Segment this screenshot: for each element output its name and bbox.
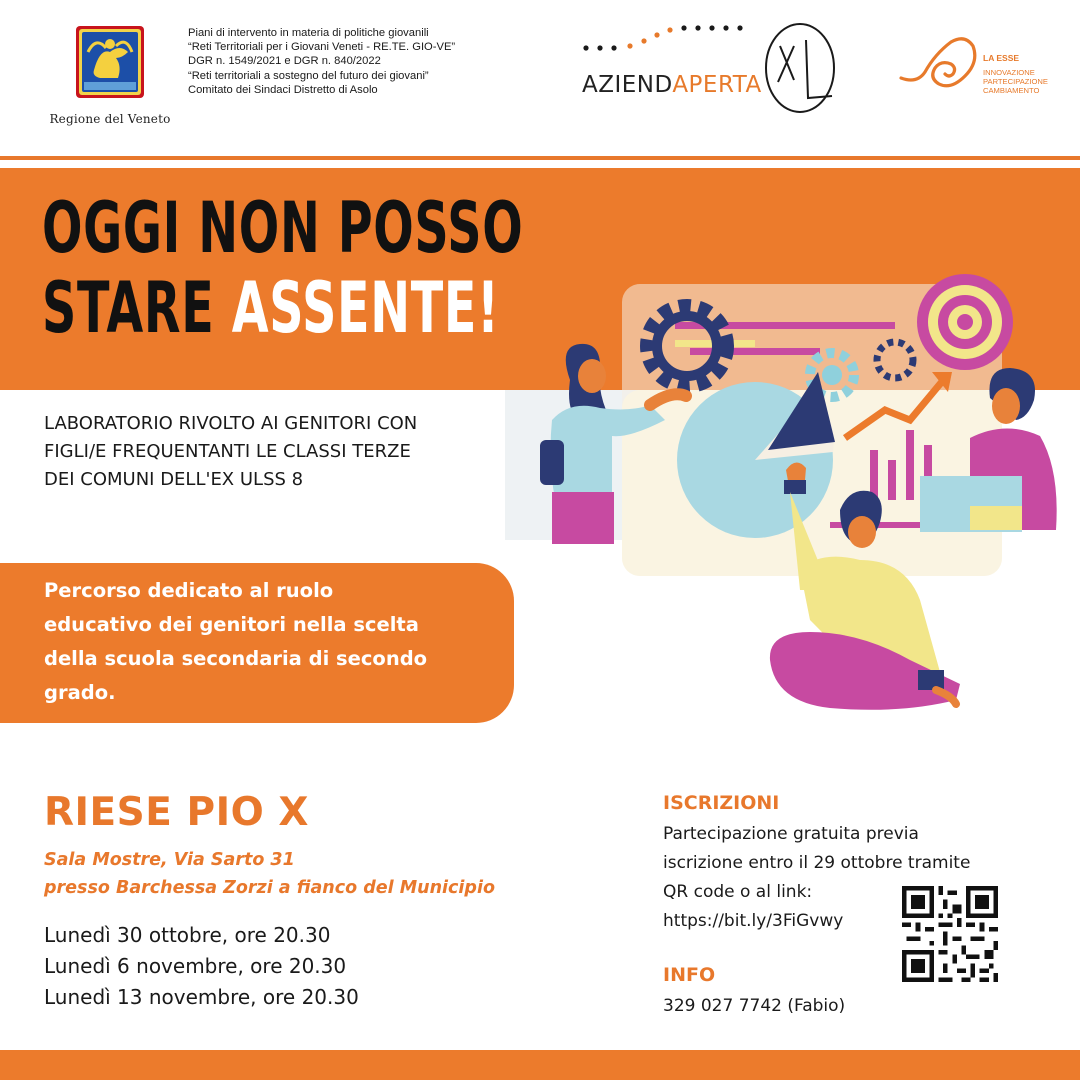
- teamwork-illustration: [500, 260, 1080, 720]
- info-phone[interactable]: 329 027 7742 (Fabio): [663, 996, 846, 1016]
- qr-code-icon[interactable]: [902, 886, 998, 982]
- iscrizioni-line: iscrizione entro il 29 ottobre tramite: [663, 853, 971, 873]
- percorso-line: Percorso dedicato al ruolo: [44, 579, 334, 602]
- lab-line: DEI COMUNI DELL'EX ULSS 8: [44, 469, 304, 490]
- percorso-line: della scuola secondaria di secondo: [44, 647, 428, 670]
- title-line-1: OGGI NON POSSO: [42, 187, 524, 269]
- iscrizioni-line: QR code o al link:: [663, 882, 813, 902]
- iscrizioni-line: Partecipazione gratuita previa: [663, 824, 919, 844]
- event-place: RIESE PIO X: [44, 790, 309, 835]
- date-line: Lunedì 13 novembre, ore 20.30: [44, 985, 359, 1009]
- venue-line: Sala Mostre, Via Sarto 31: [44, 850, 295, 870]
- title-line-2: [42, 268, 523, 348]
- spiral-icon: [895, 32, 979, 102]
- title-highlight: ASSENTE!: [231, 267, 500, 349]
- aziendaperta-logo: [580, 20, 840, 115]
- lab-line: LABORATORIO RIVOLTO AI GENITORI CON: [44, 413, 418, 434]
- title-line-2a: STARE: [42, 267, 232, 349]
- header-line: Comitato dei Sindaci Distretto di Asolo: [188, 83, 378, 96]
- date-line: Lunedì 6 novembre, ore 20.30: [44, 954, 347, 978]
- header-info-text: [188, 26, 518, 97]
- header-line: Piani di intervento in materia di politiche giovanili: [188, 27, 429, 39]
- percorso-line: grado.: [44, 681, 116, 704]
- info-title: INFO: [663, 964, 716, 986]
- percorso-text: [44, 574, 514, 710]
- header-line: “Reti territoriali a sostegno del futuro dei giovani”: [188, 69, 429, 82]
- aziendaperta-wordmark: [582, 72, 762, 98]
- lion-crest-icon: [70, 22, 150, 102]
- header-divider: [0, 156, 1080, 160]
- tagline-line: PARTECIPAZIONE: [983, 77, 1048, 86]
- la-esse-tagline: [983, 68, 1048, 95]
- lab-description: [44, 410, 514, 494]
- regione-label: Regione del Veneto: [49, 112, 171, 126]
- tagline-line: CAMBIAMENTO: [983, 86, 1040, 95]
- azienda-dots-icon: [580, 20, 840, 115]
- footer-bar: [0, 1050, 1080, 1080]
- la-esse-name: LA ESSE: [983, 53, 1020, 63]
- lab-line: FIGLI/E FREQUENTANTI LE CLASSI TERZE: [44, 441, 411, 462]
- header: [0, 0, 1080, 155]
- percorso-line: educativo dei genitori nella scelta: [44, 613, 419, 636]
- regione-logo: [40, 22, 180, 126]
- venue-line: presso Barchessa Zorzi a fianco del Municipio: [44, 878, 495, 898]
- wordmark-part-accent: APERTA: [672, 72, 762, 98]
- iscrizioni-link[interactable]: https://bit.ly/3FiGvwy: [663, 911, 844, 931]
- event-venue: [44, 846, 495, 902]
- la-esse-logo: [895, 28, 1065, 108]
- header-line: “Reti Territoriali per i Giovani Veneti - RE.TE. GIO-VE”: [188, 41, 456, 54]
- event-dates: [44, 920, 359, 1013]
- wordmark-part: AZIEND: [582, 72, 673, 98]
- target-icon: [917, 274, 1013, 370]
- main-title: [42, 188, 523, 348]
- date-line: Lunedì 30 ottobre, ore 20.30: [44, 923, 331, 947]
- tagline-line: INNOVAZIONE: [983, 68, 1035, 77]
- header-line: DGR n. 1549/2021 e DGR n. 840/2022: [188, 55, 381, 68]
- iscrizioni-title: ISCRIZIONI: [663, 792, 780, 814]
